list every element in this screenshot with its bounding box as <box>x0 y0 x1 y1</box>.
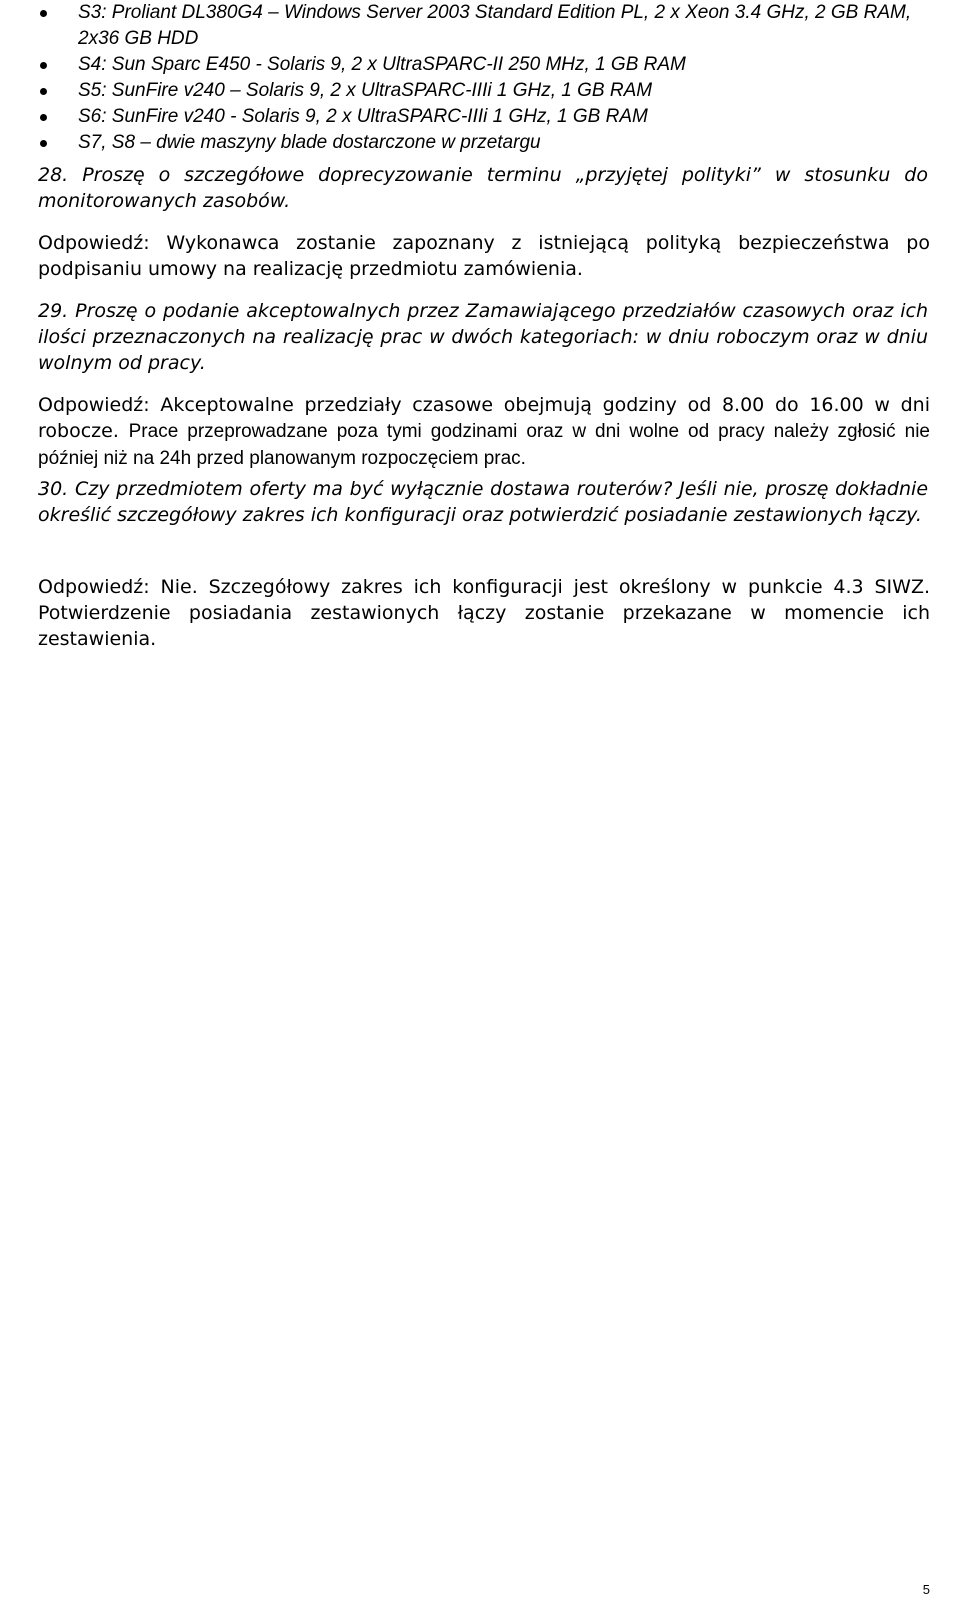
question-29 <box>38 298 928 376</box>
question-28 <box>38 162 928 214</box>
question-text: Proszę o podanie akceptowalnych przez Zamawiającego przedziałów czasowych oraz ich ilości przeznaczonych na realizację prac w dwóch kategoriach: w dniu roboczym oraz w dniu wolnym od pracy. <box>38 300 928 374</box>
answer-29 <box>38 392 930 472</box>
bullet-icon <box>40 62 47 69</box>
list-item <box>40 52 940 78</box>
list-item <box>40 130 940 156</box>
page-number: 5 <box>922 1582 930 1597</box>
question-30 <box>38 476 928 528</box>
list-item <box>40 0 940 52</box>
list-item-text: S5: SunFire v240 – Solaris 9, 2 x UltraSPARC-IIIi 1 GHz, 1 GB RAM <box>78 80 653 101</box>
answer-28: Odpowiedź: Wykonawca zostanie zapoznany z istniejącą polityką bezpieczeństwa po podpisaniu umowy na realizację przedmiotu zamówienia. <box>38 232 930 280</box>
list-item <box>40 78 940 104</box>
question-number: 30. <box>38 478 69 500</box>
list-item-text: S6: SunFire v240 - Solaris 9, 2 x UltraSPARC-IIIi 1 GHz, 1 GB RAM <box>78 106 648 127</box>
server-list <box>40 0 940 156</box>
list-item-text: S7, S8 – dwie maszyny blade dostarczone w przetargu <box>78 132 541 153</box>
list-item-text: S4: Sun Sparc E450 - Solaris 9, 2 x UltraSPARC-II 250 MHz, 1 GB RAM <box>78 54 686 75</box>
bullet-icon <box>40 88 47 95</box>
bullet-icon <box>40 114 47 121</box>
answer-text: Odpowiedź: Akceptowalne przedziały czasowe obejmują godziny od 8.00 do 16.00 w dni robocze. <box>38 394 930 442</box>
list-item <box>40 104 940 130</box>
answer-text-continued: Prace przeprowadzane poza tymi godzinami oraz w dni wolne od pracy należy zgłosić nie później niż na 24h przed planowanym rozpoczęciem prac. <box>38 421 930 469</box>
question-number: 29. <box>38 300 69 322</box>
answer-30: Odpowiedź: Nie. Szczegółowy zakres ich konfiguracji jest określony w punkcie 4.3 SIWZ. Potwierdzenie posiadania zestawionych łączy zostanie przekazane w momencie ich zestawienia. <box>38 576 930 650</box>
list-item-text: S3: Proliant DL380G4 – Windows Server 2003 Standard Edition PL, 2 x Xeon 3.4 GHz, 2 GB RAM, 2x36 GB HDD <box>78 2 912 49</box>
bullet-icon <box>40 10 47 17</box>
question-number: 28. <box>38 164 69 186</box>
question-text: Proszę o szczegółowe doprecyzowanie terminu „przyjętej polityki” w stosunku do monitorowanych zasobów. <box>38 164 928 212</box>
question-text: Czy przedmiotem oferty ma być wyłącznie dostawa routerów? Jeśli nie, proszę dokładnie określić szczegółowy zakres ich konfiguracji oraz potwierdzić posiadanie zestawionych łączy. <box>38 478 929 526</box>
bullet-icon <box>40 140 47 147</box>
